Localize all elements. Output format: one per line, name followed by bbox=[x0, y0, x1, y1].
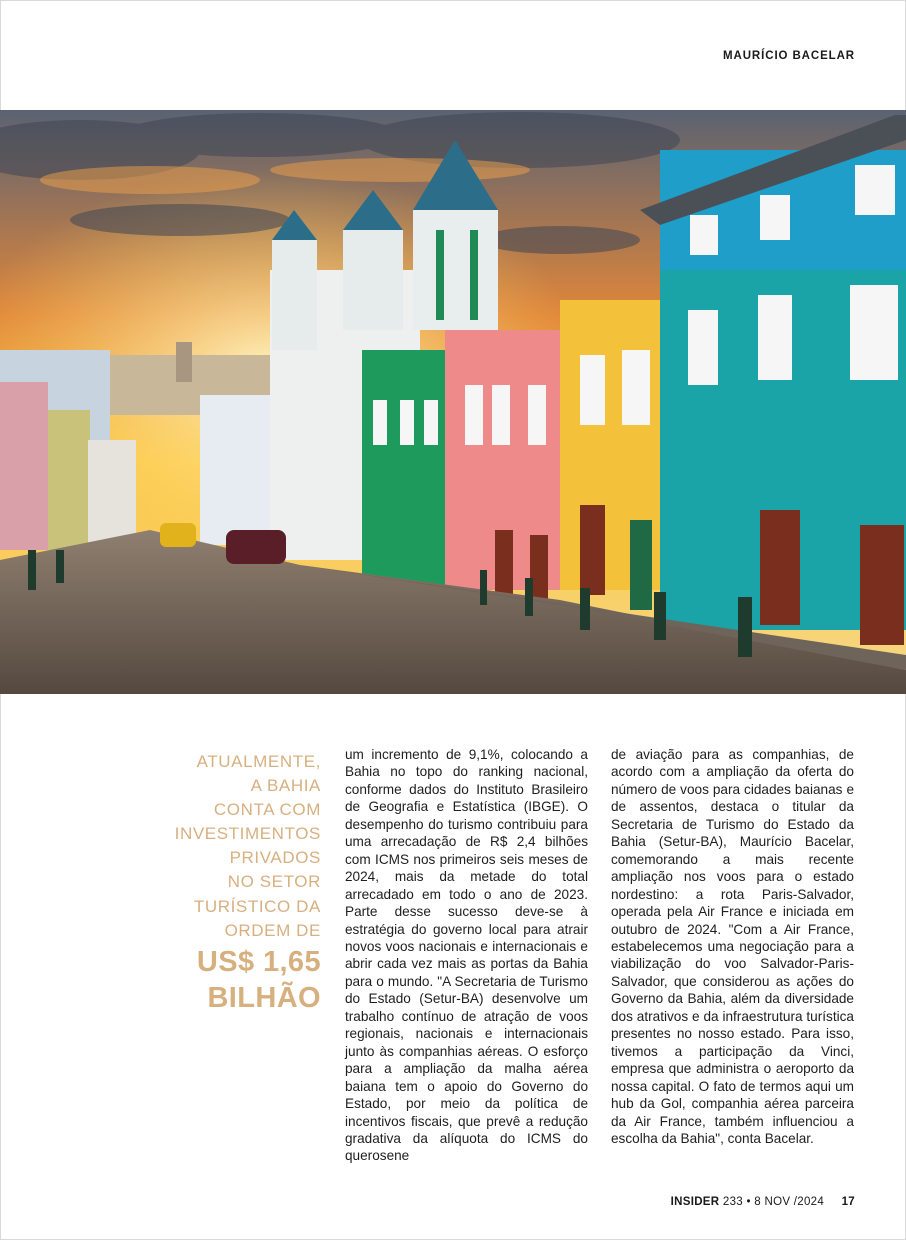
pull-quote-figure-unit: BILHÃO bbox=[207, 981, 321, 1014]
page-footer bbox=[671, 1196, 855, 1208]
pull-quote-line: ORDEM DE bbox=[224, 920, 321, 940]
pelourinho-photo bbox=[0, 110, 906, 694]
publication-name: INSIDER bbox=[670, 1196, 720, 1208]
issue-info: 233 • 8 NOV /2024 bbox=[722, 1196, 825, 1208]
pull-quote-line: ATUALMENTE, bbox=[196, 752, 321, 771]
pull-quote-line: A BAHIA bbox=[250, 776, 321, 796]
pull-quote-line: PRIVADOS bbox=[229, 848, 321, 868]
pull-quote-line: NO SETOR bbox=[227, 872, 321, 892]
article-column-1: um incremento de 9,1%, colocando a Bahia no topo do ranking nacional, conforme dados do Instituto Brasileiro de Geografia e Estatística (IBGE). O desempenho do turismo contribuiu para uma arrecadação de R$ 2,4 bilhões com ICMS nos primeiros seis meses de 2024, mais da metade do total arrecadado em todo o ano de 2023. Parte desse sucesso deve-se à estratégia do governo local para atrair novos voos nacionais e internacionais e abrir cada vez mais as portas da Bahia para o mundo. "A Secretaria de Turismo do Estado (Setur-BA) desenvolve um trabalho contínuo de atração de voos regionais, nacionais e internacionais junto às companhias aéreas. O esforço para a ampliação da malha aérea baiana tem o apoio do Governo do Estado, por meio da política de incentivos fiscais, que prevê a redução gradativa da alíquota do ICMS do querosene bbox=[345, 747, 588, 1164]
article-column-2: de aviação para as companhias, de acordo com a ampliação da oferta do número de voos para cidades baianas e de assentos, destaca o titular da Secretaria de Turismo do Estado da Bahia (Setur-BA), Maurício Bacelar, comemorando a mais recente ampliação nos voos para o estado nordestino: a rota Paris-Salvador, operada pela Air France e iniciada em outubro de 2024. "Com a Air France, estabelecemos uma negociação para a viabilização do voo Salvador-Paris-Salvador, que considerou as ações do Governo da Bahia, além da diversidade dos atrativos e da infraestrutura turística presentes no nosso estado. Para isso, tivemos a participação da Vinci, empresa que administra o aeroporto da nossa capital. O fato de termos aqui um hub da Gol, companhia aérea parceira da Air France, também influenciou a escolha da Bahia", conta Bacelar. bbox=[611, 747, 854, 1146]
pull-quote-line: CONTA COM bbox=[213, 800, 321, 820]
author-name: MAURÍCIO BACELAR bbox=[723, 50, 855, 62]
pull-quote bbox=[150, 750, 321, 1015]
pull-quote-figure: US$ 1,65 bbox=[196, 945, 321, 978]
page-number: 17 bbox=[841, 1196, 855, 1208]
pull-quote-line: TURÍSTICO DA bbox=[193, 896, 321, 916]
pull-quote-line: INVESTIMENTOS bbox=[174, 824, 321, 844]
